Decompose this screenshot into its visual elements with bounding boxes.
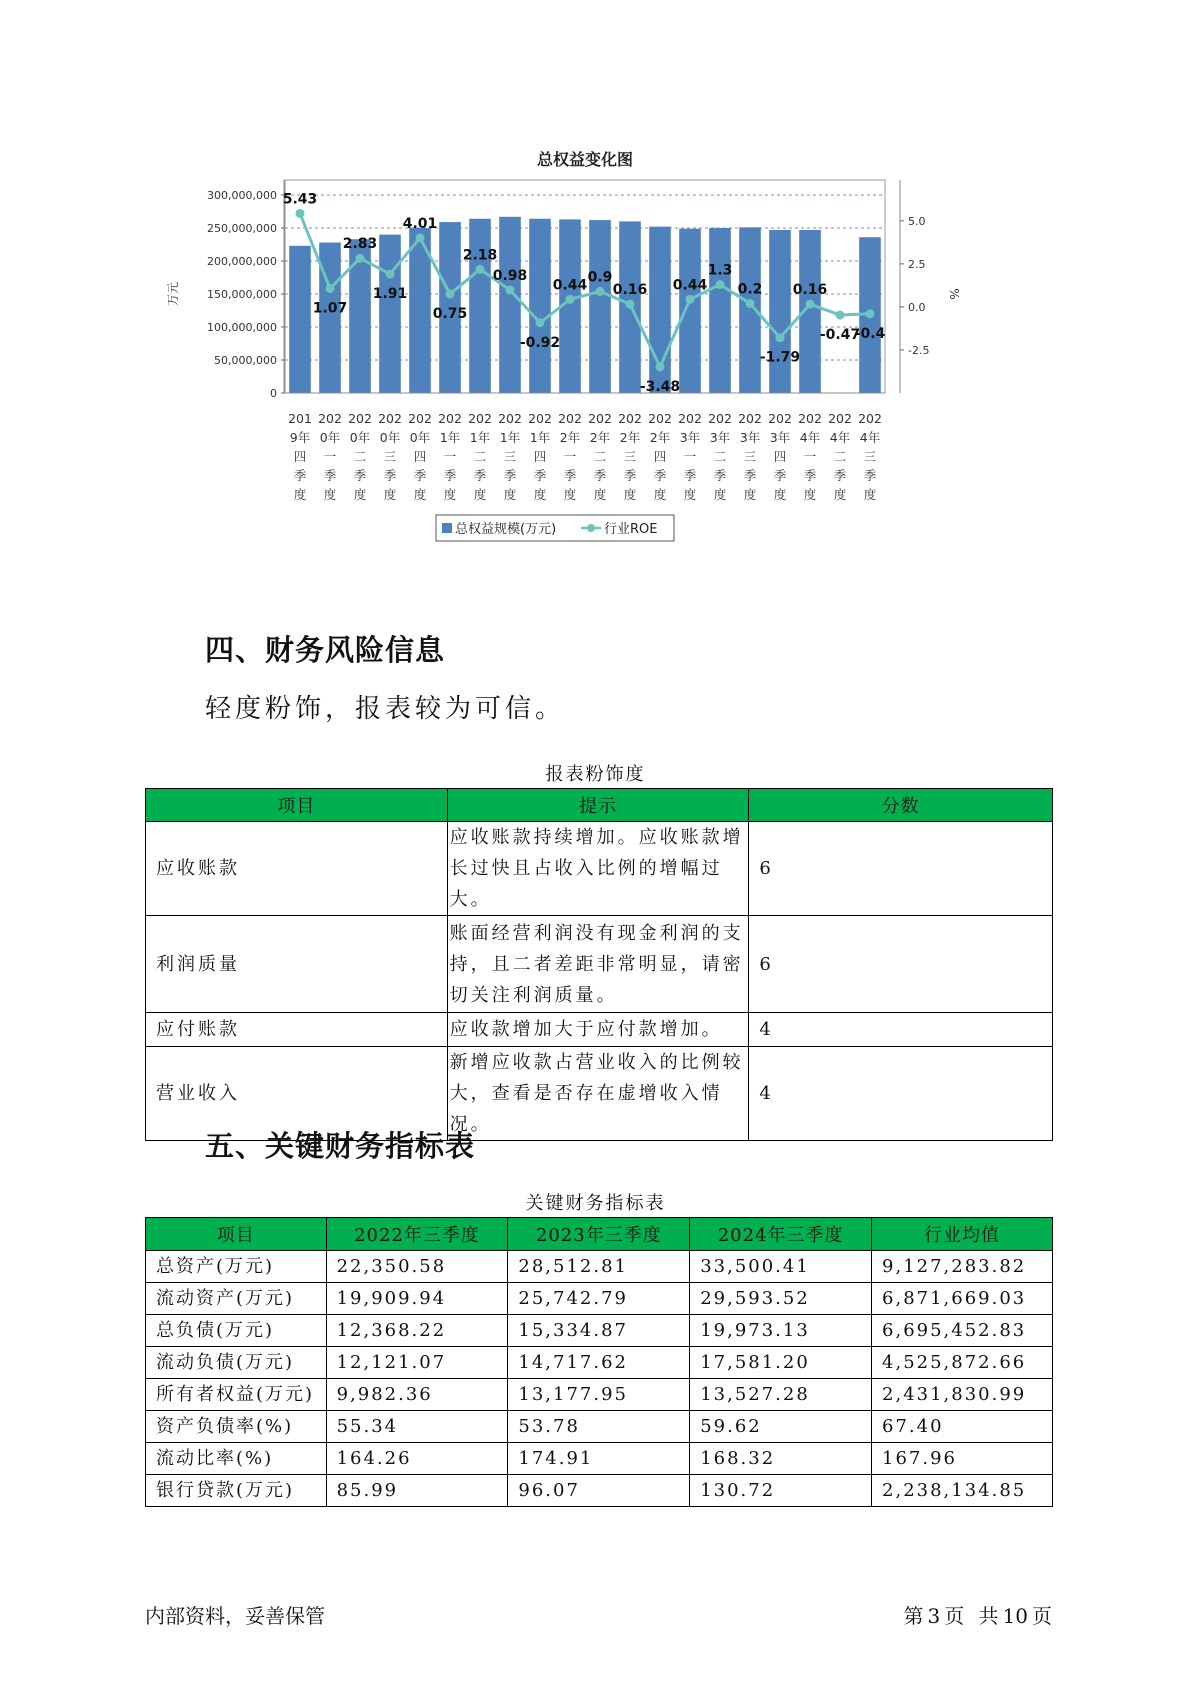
roe-data-label: 1.91 bbox=[372, 286, 408, 303]
tick-label-right: 2.5 bbox=[908, 257, 926, 271]
roe-data-label: -3.48 bbox=[639, 378, 681, 395]
x-tick-label: 季 bbox=[323, 468, 337, 483]
x-tick-label: 202 bbox=[648, 411, 672, 426]
kpi-value: 6,695,452.83 bbox=[872, 1315, 1053, 1347]
kpi-value: 28,512.81 bbox=[508, 1251, 690, 1283]
x-tick-label: 202 bbox=[528, 411, 552, 426]
x-tick-label: 季 bbox=[713, 468, 727, 483]
header-2023q3: 2023年三季度 bbox=[508, 1218, 690, 1251]
x-tick-label: 四 bbox=[653, 449, 667, 464]
legend-line-marker bbox=[587, 524, 595, 532]
table-row bbox=[146, 1443, 1053, 1475]
roe-point bbox=[356, 254, 365, 263]
x-tick-label: 3年 bbox=[739, 430, 761, 445]
risk-summary: 轻度粉饰，报表较为可信。 bbox=[205, 694, 566, 724]
roe-data-label: -0.4 bbox=[854, 325, 886, 342]
kpi-item: 总负债(万元) bbox=[146, 1315, 327, 1347]
header-item: 项目 bbox=[146, 789, 448, 822]
kpi-value: 85.99 bbox=[326, 1475, 508, 1507]
x-tick-label: 一 bbox=[803, 449, 817, 464]
x-tick-label: 度 bbox=[563, 487, 577, 502]
legend-bar-swatch bbox=[442, 523, 452, 533]
table-row bbox=[146, 822, 1053, 916]
kpi-value: 9,127,283.82 bbox=[872, 1251, 1053, 1283]
x-tick-label: 季 bbox=[443, 468, 457, 483]
risk-score: 6 bbox=[749, 822, 1053, 916]
bar bbox=[289, 246, 311, 393]
roe-point bbox=[686, 295, 695, 304]
risk-hint: 新增应收款占营业收入的比例较大，查看是否存在虚增收入情况。 bbox=[447, 1047, 749, 1141]
risk-hint: 应收款增加大于应付款增加。 bbox=[447, 1013, 749, 1047]
roe-data-label: 0.44 bbox=[672, 277, 708, 294]
kpi-value: 29,593.52 bbox=[690, 1283, 872, 1315]
x-tick-label: 2年 bbox=[559, 430, 581, 445]
kpi-item: 流动负债(万元) bbox=[146, 1347, 327, 1379]
x-tick-label: 度 bbox=[833, 487, 847, 502]
x-tick-label: 季 bbox=[743, 468, 757, 483]
x-tick-label: 二 bbox=[473, 449, 487, 464]
roe-data-label: 0.98 bbox=[492, 268, 528, 285]
x-tick-label: 季 bbox=[683, 468, 697, 483]
kpi-value: 59.62 bbox=[690, 1411, 872, 1443]
tick-label-left: 200,000,000 bbox=[207, 255, 277, 268]
kpi-table-caption: 关键财务指标表 bbox=[525, 1193, 666, 1214]
roe-data-label: 0.75 bbox=[432, 306, 468, 322]
x-tick-label: 0年 bbox=[349, 430, 371, 445]
x-tick-label: 四 bbox=[293, 449, 307, 464]
x-tick-label: 202 bbox=[348, 411, 372, 426]
x-tick-label: 季 bbox=[473, 468, 487, 483]
kpi-value: 55.34 bbox=[326, 1411, 508, 1443]
roe-data-label: 1.07 bbox=[312, 300, 348, 317]
kpi-value: 164.26 bbox=[326, 1443, 508, 1475]
roe-point bbox=[656, 362, 665, 371]
x-tick-label: 度 bbox=[743, 487, 757, 502]
x-tick-label: 4年 bbox=[859, 430, 881, 445]
roe-point bbox=[866, 309, 875, 318]
header-2024q3: 2024年三季度 bbox=[690, 1218, 872, 1251]
risk-item: 利润质量 bbox=[146, 916, 448, 1013]
x-tick-label: 季 bbox=[623, 468, 637, 483]
legend-bar-label: 总权益规模(万元) bbox=[455, 522, 557, 537]
x-tick-label: 202 bbox=[798, 411, 822, 426]
risk-table bbox=[145, 788, 1053, 1141]
roe-data-label: -0.92 bbox=[519, 334, 561, 351]
x-tick-label: 二 bbox=[713, 449, 727, 464]
x-tick-label: 度 bbox=[713, 487, 727, 502]
header-industry-avg: 行业均值 bbox=[872, 1218, 1053, 1251]
x-tick-label: 三 bbox=[623, 449, 637, 464]
total-pages: 10 bbox=[1002, 1604, 1028, 1628]
x-tick-label: 一 bbox=[683, 449, 697, 464]
x-tick-label: 四 bbox=[773, 449, 787, 464]
x-tick-label: 2年 bbox=[589, 430, 611, 445]
bar bbox=[469, 219, 491, 393]
x-tick-label: 度 bbox=[443, 487, 457, 502]
bar bbox=[529, 219, 551, 393]
x-tick-label: 二 bbox=[353, 449, 367, 464]
table-row bbox=[146, 1283, 1053, 1315]
kpi-value: 130.72 bbox=[690, 1475, 872, 1507]
x-tick-label: 0年 bbox=[319, 430, 341, 445]
x-tick-label: 度 bbox=[653, 487, 667, 502]
x-tick-label: 度 bbox=[323, 487, 337, 502]
tick-label-left: 0 bbox=[270, 387, 277, 400]
roe-point bbox=[566, 295, 575, 304]
x-tick-label: 季 bbox=[563, 468, 577, 483]
section5-title: 五、关键财务指标表 bbox=[205, 1129, 476, 1163]
footer-confidential: 内部资料，妥善保管 bbox=[145, 1604, 325, 1628]
roe-data-label: 0.16 bbox=[612, 282, 648, 299]
x-tick-label: 度 bbox=[683, 487, 697, 502]
kpi-table bbox=[145, 1217, 1053, 1507]
x-tick-label: 1年 bbox=[499, 430, 521, 445]
bar bbox=[379, 235, 401, 393]
roe-point bbox=[446, 290, 455, 299]
roe-data-label: 2.83 bbox=[342, 236, 378, 253]
roe-data-label: -0.47 bbox=[819, 327, 861, 344]
bar bbox=[709, 228, 731, 393]
header-item: 项目 bbox=[146, 1218, 327, 1251]
x-tick-label: 一 bbox=[443, 449, 457, 464]
x-tick-label: 202 bbox=[318, 411, 342, 426]
kpi-value: 168.32 bbox=[690, 1443, 872, 1475]
roe-point bbox=[806, 300, 815, 309]
tick-label-right: 0.0 bbox=[908, 300, 926, 314]
tick-label-left: 300,000,000 bbox=[207, 189, 277, 202]
x-tick-label: 三 bbox=[863, 449, 877, 464]
table-row bbox=[146, 1475, 1053, 1507]
roe-point bbox=[326, 284, 335, 293]
kpi-value: 96.07 bbox=[508, 1475, 690, 1507]
page-number: 3 bbox=[927, 1604, 941, 1628]
x-tick-label: 0年 bbox=[409, 430, 431, 445]
x-tick-label: 202 bbox=[498, 411, 522, 426]
kpi-item: 所有者权益(万元) bbox=[146, 1379, 327, 1411]
tick-label-left: 250,000,000 bbox=[207, 222, 277, 235]
x-tick-label: 202 bbox=[468, 411, 492, 426]
x-tick-label: 9年 bbox=[289, 430, 311, 445]
kpi-value: 53.78 bbox=[508, 1411, 690, 1443]
table-row bbox=[146, 1411, 1053, 1443]
risk-item: 营业收入 bbox=[146, 1047, 448, 1141]
roe-point bbox=[596, 287, 605, 296]
x-tick-label: 季 bbox=[593, 468, 607, 483]
kpi-value: 13,177.95 bbox=[508, 1379, 690, 1411]
kpi-item: 银行贷款(万元) bbox=[146, 1475, 327, 1507]
roe-data-label: 0.44 bbox=[552, 277, 588, 294]
equity-change-chart bbox=[150, 140, 1050, 600]
x-tick-label: 4年 bbox=[799, 430, 821, 445]
kpi-value: 19,973.13 bbox=[690, 1315, 872, 1347]
kpi-item: 总资产(万元) bbox=[146, 1251, 327, 1283]
x-tick-label: 202 bbox=[558, 411, 582, 426]
risk-table-header bbox=[146, 789, 1053, 822]
kpi-value: 14,717.62 bbox=[508, 1347, 690, 1379]
x-tick-label: 季 bbox=[383, 468, 397, 483]
x-tick-label: 四 bbox=[533, 449, 547, 464]
x-tick-label: 季 bbox=[773, 468, 787, 483]
x-tick-label: 季 bbox=[653, 468, 667, 483]
kpi-value: 19,909.94 bbox=[326, 1283, 508, 1315]
header-2022q3: 2022年三季度 bbox=[326, 1218, 508, 1251]
x-tick-label: 一 bbox=[323, 449, 337, 464]
x-tick-label: 季 bbox=[413, 468, 427, 483]
risk-score: 4 bbox=[749, 1047, 1053, 1141]
x-tick-label: 202 bbox=[738, 411, 762, 426]
kpi-table-header bbox=[146, 1218, 1053, 1251]
x-tick-label: 季 bbox=[353, 468, 367, 483]
bar bbox=[769, 230, 791, 393]
tick-label-right: 5.0 bbox=[908, 214, 926, 228]
x-tick-label: 202 bbox=[858, 411, 882, 426]
x-tick-label: 季 bbox=[293, 468, 307, 483]
x-tick-label: 度 bbox=[533, 487, 547, 502]
x-tick-label: 度 bbox=[293, 487, 307, 502]
header-hint: 提示 bbox=[447, 789, 749, 822]
legend-line-label: 行业ROE bbox=[604, 522, 658, 537]
x-tick-label: 1年 bbox=[469, 430, 491, 445]
x-tick-label: 度 bbox=[383, 487, 397, 502]
kpi-value: 13,527.28 bbox=[690, 1379, 872, 1411]
kpi-value: 2,431,830.99 bbox=[872, 1379, 1053, 1411]
section4-title: 四、财务风险信息 bbox=[205, 633, 446, 667]
kpi-value: 6,871,669.03 bbox=[872, 1283, 1053, 1315]
x-tick-label: 度 bbox=[353, 487, 367, 502]
kpi-value: 174.91 bbox=[508, 1443, 690, 1475]
kpi-value: 15,334.87 bbox=[508, 1315, 690, 1347]
roe-point bbox=[536, 318, 545, 327]
roe-point bbox=[746, 299, 755, 308]
risk-item: 应付账款 bbox=[146, 1013, 448, 1047]
x-tick-label: 201 bbox=[288, 411, 312, 426]
x-tick-label: 度 bbox=[803, 487, 817, 502]
risk-item: 应收账款 bbox=[146, 822, 448, 916]
kpi-value: 12,368.22 bbox=[326, 1315, 508, 1347]
kpi-value: 22,350.58 bbox=[326, 1251, 508, 1283]
roe-data-label: 4.01 bbox=[402, 215, 438, 232]
bar bbox=[589, 220, 611, 393]
bar bbox=[679, 229, 701, 393]
risk-hint: 应收账款持续增加。应收账款增长过快且占收入比例的增幅过大。 bbox=[447, 822, 749, 916]
kpi-value: 2,238,134.85 bbox=[872, 1475, 1053, 1507]
kpi-value: 12,121.07 bbox=[326, 1347, 508, 1379]
table-row bbox=[146, 1379, 1053, 1411]
table-row bbox=[146, 1315, 1053, 1347]
x-tick-label: 1年 bbox=[439, 430, 461, 445]
x-tick-label: 季 bbox=[803, 468, 817, 483]
x-tick-label: 度 bbox=[773, 487, 787, 502]
roe-point bbox=[626, 300, 635, 309]
risk-score: 4 bbox=[749, 1013, 1053, 1047]
kpi-value: 4,525,872.66 bbox=[872, 1347, 1053, 1379]
x-tick-label: 三 bbox=[503, 449, 517, 464]
roe-point bbox=[836, 311, 845, 320]
tick-label-right: -2.5 bbox=[908, 343, 930, 357]
x-tick-label: 202 bbox=[378, 411, 402, 426]
risk-score: 6 bbox=[749, 916, 1053, 1013]
kpi-item: 流动资产(万元) bbox=[146, 1283, 327, 1315]
x-tick-label: 202 bbox=[828, 411, 852, 426]
roe-point bbox=[476, 265, 485, 274]
x-tick-label: 3年 bbox=[769, 430, 791, 445]
x-tick-label: 季 bbox=[503, 468, 517, 483]
x-tick-label: 202 bbox=[678, 411, 702, 426]
kpi-value: 25,742.79 bbox=[508, 1283, 690, 1315]
ylabel-left: 万元 bbox=[166, 281, 180, 307]
x-tick-label: 2年 bbox=[649, 430, 671, 445]
table-row bbox=[146, 1251, 1053, 1283]
kpi-value: 9,982.36 bbox=[326, 1379, 508, 1411]
x-tick-label: 3年 bbox=[709, 430, 731, 445]
bar bbox=[499, 217, 521, 393]
page-indicator: 第 3 页 共 10 页 bbox=[903, 1604, 1052, 1628]
x-tick-label: 0年 bbox=[379, 430, 401, 445]
kpi-value: 167.96 bbox=[872, 1443, 1053, 1475]
x-tick-label: 二 bbox=[833, 449, 847, 464]
roe-point bbox=[296, 209, 305, 218]
roe-data-label: 2.18 bbox=[462, 247, 498, 264]
x-tick-label: 202 bbox=[588, 411, 612, 426]
x-tick-label: 4年 bbox=[829, 430, 851, 445]
table-row bbox=[146, 1347, 1053, 1379]
x-tick-label: 202 bbox=[438, 411, 462, 426]
chart-title: 总权益变化图 bbox=[536, 150, 634, 169]
x-tick-label: 1年 bbox=[529, 430, 551, 445]
x-tick-label: 三 bbox=[743, 449, 757, 464]
x-tick-label: 四 bbox=[413, 449, 427, 464]
roe-point bbox=[416, 233, 425, 242]
x-tick-label: 2年 bbox=[619, 430, 641, 445]
ylabel-right: % bbox=[947, 288, 961, 300]
x-tick-label: 三 bbox=[383, 449, 397, 464]
x-tick-label: 季 bbox=[833, 468, 847, 483]
x-tick-label: 度 bbox=[593, 487, 607, 502]
kpi-value: 33,500.41 bbox=[690, 1251, 872, 1283]
x-tick-label: 一 bbox=[563, 449, 577, 464]
x-tick-label: 202 bbox=[618, 411, 642, 426]
x-tick-label: 度 bbox=[473, 487, 487, 502]
kpi-item: 资产负债率(%) bbox=[146, 1411, 327, 1443]
roe-data-label: 0.9 bbox=[587, 269, 613, 286]
roe-data-label: 0.2 bbox=[737, 281, 763, 298]
x-tick-label: 度 bbox=[503, 487, 517, 502]
x-tick-label: 度 bbox=[623, 487, 637, 502]
roe-point bbox=[776, 333, 785, 342]
bar bbox=[319, 243, 341, 393]
table-row bbox=[146, 1013, 1053, 1047]
x-tick-label: 季 bbox=[863, 468, 877, 483]
roe-point bbox=[506, 286, 515, 295]
kpi-value: 67.40 bbox=[872, 1411, 1053, 1443]
risk-hint: 账面经营利润没有现金利润的支持，且二者差距非常明显，请密切关注利润质量。 bbox=[447, 916, 749, 1013]
risk-table-caption: 报表粉饰度 bbox=[545, 764, 646, 785]
roe-data-label: 1.3 bbox=[707, 262, 733, 279]
kpi-item: 流动比率(%) bbox=[146, 1443, 327, 1475]
x-tick-label: 202 bbox=[708, 411, 732, 426]
x-tick-label: 202 bbox=[408, 411, 432, 426]
tick-label-left: 50,000,000 bbox=[214, 354, 277, 367]
x-tick-label: 度 bbox=[413, 487, 427, 502]
x-tick-label: 202 bbox=[768, 411, 792, 426]
roe-data-label: 5.43 bbox=[282, 191, 318, 208]
x-tick-label: 季 bbox=[533, 468, 547, 483]
roe-data-label: 0.16 bbox=[792, 282, 828, 299]
roe-data-label: -1.79 bbox=[759, 349, 801, 366]
roe-point bbox=[386, 270, 395, 279]
x-tick-label: 二 bbox=[593, 449, 607, 464]
tick-label-left: 100,000,000 bbox=[207, 321, 277, 334]
table-row bbox=[146, 916, 1053, 1013]
x-tick-label: 度 bbox=[863, 487, 877, 502]
header-score: 分数 bbox=[749, 789, 1053, 822]
roe-point bbox=[716, 280, 725, 289]
tick-label-left: 150,000,000 bbox=[207, 288, 277, 301]
kpi-value: 17,581.20 bbox=[690, 1347, 872, 1379]
x-tick-label: 3年 bbox=[679, 430, 701, 445]
